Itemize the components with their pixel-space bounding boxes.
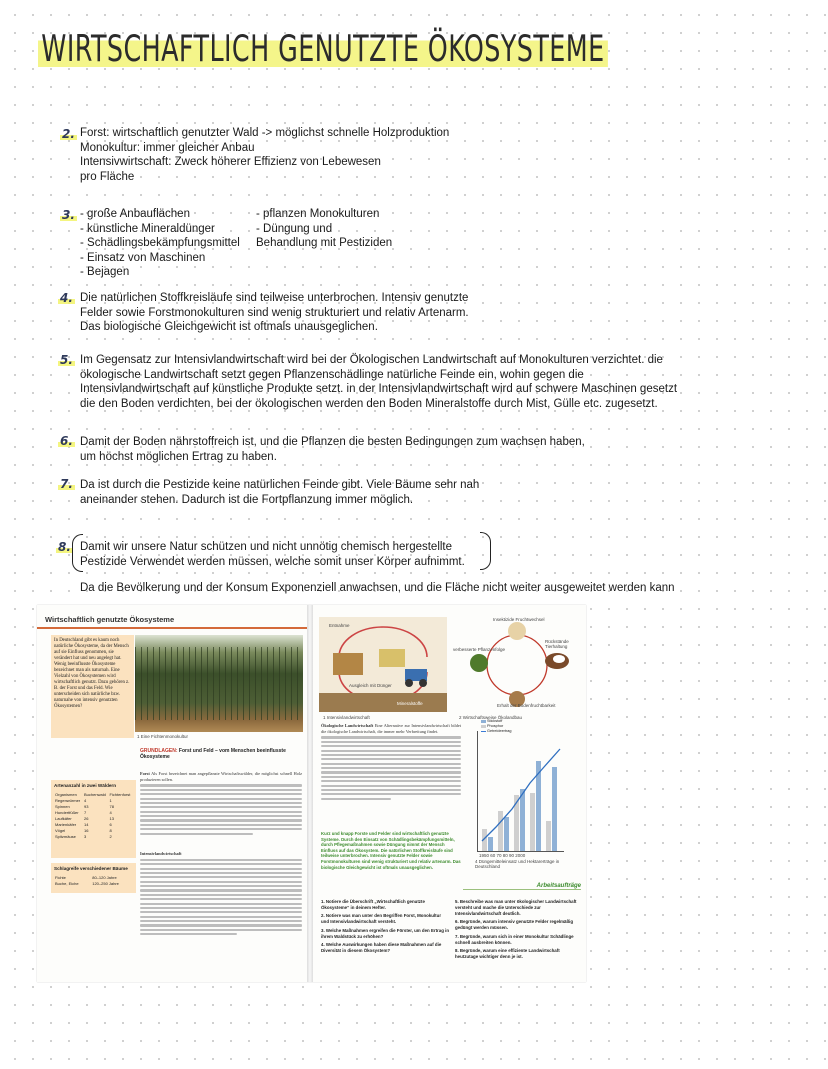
intensiv-text (140, 851, 302, 938)
grundlagen-label: GRUNDLAGEN: (140, 748, 178, 754)
answer-3-column-2 (256, 207, 392, 251)
diagram1-caption: 1 Intensivlandwirtschaft (323, 715, 370, 720)
table-cell: 4 (109, 809, 112, 815)
textbook-right-page (313, 605, 586, 982)
table-cell: 3 (84, 833, 87, 839)
table-header: Fichtenforst (109, 791, 131, 797)
answer-4-line: Felder sowie Forstmonokulturen sind wenig strukturiert und relativ Artenarm. (80, 306, 469, 319)
answer-3-line: - Schädlingsbekämpfungsmittel (80, 237, 240, 249)
legend-label: Getreideertrag (487, 729, 512, 733)
legend-label: Stickstoff (487, 719, 503, 723)
intro-box: In Deutschland gibt es kaum noch natürliche Ökosysteme, da der Mensch auf sie Einfluss genommen, sie verändert hat und neu angelegt hat. Wenig beeinflusste Ökosysteme bezeichnet man als naturnah. Eine Vielzahl von Ökosystemen wird wirtschaftlich genutzt. Dazu gehören z. B. der Forst und das Feld. Wie unterscheiden sich natürliche bzw. naturnahe von intensiv genutzten Ökosystemen? (51, 635, 134, 738)
table-cell: 2 (109, 833, 112, 839)
task-item: 4. Welche Auswirkungen haben diese Maßnahmen auf die Diversität in diesem Ökosystem? (321, 942, 442, 954)
table-row (54, 833, 133, 839)
answer-8-line: Pestizide Verwendet werden müssen, welche somit unser Körper aufnimmt. (80, 555, 465, 568)
forest-caption: 1 Eine Fichtenmonokultur (137, 734, 189, 739)
answer-7 (80, 478, 479, 507)
textbook-left-page (37, 605, 307, 982)
diagram2-left: verbesserte Pflanzenfolge (453, 647, 506, 652)
diagram2-top: Insektizide Fruchtwechsel (493, 617, 545, 622)
harvest-table (54, 874, 133, 886)
table-cell: 120–250 Jahre (92, 880, 119, 886)
diagram2-bottom: Erhalt der Bodenfruchtbarkeit (497, 703, 556, 708)
diagram2-right: Rückstände Tierhaltung (545, 639, 569, 649)
forst-text (140, 771, 302, 837)
intensive-cycle-graphic (319, 617, 447, 712)
answer-3-column-1 (80, 207, 240, 280)
task-item: 3. Welche Maßnahmen ergreifen die Förster, um den Ertrag in ihrem Waldstück zu erhöhen? (321, 927, 450, 939)
organic-farming-diagram (453, 617, 581, 712)
table-cell: Fichte (55, 874, 66, 880)
answer-2-line: Forst: wirtschaftlich genutzter Wald -> möglichst schnelle Holzproduktion (80, 127, 450, 139)
answer-3-line: - künstliche Mineraldünger (80, 222, 215, 235)
tasks-right (455, 899, 583, 963)
oeko-heading: Ökologische Landwirtschaft (321, 723, 374, 728)
diagram1-label: Entnahme (329, 623, 350, 628)
species-table-title: Artenanzahl in zwei Wäldern (54, 783, 117, 788)
table-cell: 16 (84, 827, 89, 833)
task-item: 1. Notiere die Überschrift „Wirtschaftlich genutzte Ökosysteme“ in deinem Hefter. (321, 899, 425, 910)
table-cell: 26 (84, 815, 89, 821)
grundlagen-text: Forst und Feld – vom Menschen beeinflusste Ökosysteme (140, 748, 286, 760)
title-divider (37, 627, 307, 629)
answer-number-5: 5. (60, 353, 73, 367)
answer-4 (80, 291, 469, 335)
table-cell: 7 (84, 809, 87, 815)
species-table-box (51, 780, 136, 858)
harvest-box-title: Schlagreife verschiedener Bäume (54, 866, 128, 871)
species-table (54, 791, 133, 839)
textbook-title: Wirtschaftlich genutzte Ökosysteme (45, 615, 175, 624)
table-cell: 4 (84, 797, 87, 803)
answer-3-line: - große Anbauflächen (80, 208, 190, 220)
chart-caption: 4 Düngemitteleinsatz und Hektarerträge in Deutschland (475, 859, 560, 869)
page-title: WIRTSCHAFTLICH GENUTZTE ÖKOSYSTEME (38, 28, 608, 70)
table-cell: 80–120 Jahre (92, 874, 117, 880)
yield-line (478, 731, 564, 851)
answer-number-6: 6. (60, 434, 73, 448)
answer-number-2: 2. (62, 127, 75, 141)
table-cell: Spinnen (55, 803, 70, 809)
summary-green-text: Kurz und knapp Forste und Felder sind wirtschaftlich genutzte Systeme. Durch den Einsatz von Schädlingsbekämpfungsmitteln, durch Pflegemaßnahmen sowie Düngung nimmt der Mensch Einfluss auf das Ökosystem. Die natürlichen Stoffkreisläufe sind teilweise unterbrochen. Intensiv genutzte Felder sowie Forstmonokulturen sind wenig strukturiert und relativ artenarm. Das biologische Gleichgewicht ist oftmals unausgeglichen. (321, 831, 461, 870)
table-row (54, 880, 133, 886)
answer-2-line: Intensivwirtschaft: Zweck höherer Effizienz von Lebewesen (80, 156, 381, 168)
answer-2 (80, 126, 449, 184)
answer-3-line: Behandlung mit Pestiziden (256, 237, 393, 249)
textbook-image (37, 605, 586, 982)
table-cell: Regenwürmer (55, 797, 81, 803)
table-cell: Hundertfüßer (55, 809, 79, 815)
answer-6-line: Damit der Boden nährstoffreich ist, und die Pflanzen die besten Bedingungen zum wachsen haben, (80, 436, 585, 448)
answer-7-line: Da ist durch die Pestizide keine natürlichen Feinde gibt. Viele Bäume sehr nah (80, 479, 480, 491)
fertilizer-chart (465, 717, 577, 872)
table-cell: Laufkäfer (55, 815, 72, 821)
grundlagen-heading (140, 748, 300, 760)
table-cell: 78 (109, 803, 114, 809)
answer-2-line: pro Fläche (80, 170, 135, 183)
diagram1-text-a: Ausgleich mit Dünger (349, 683, 392, 688)
table-cell: Spitzmäuse (55, 833, 76, 839)
answer-6-line: um höchst möglichen Ertrag zu haben. (80, 450, 277, 463)
task-item: 7. Begründe, warum sich in einer Monokultur Schädlinge schnell ausbreiten können. (455, 933, 574, 945)
answer-5-line: Intensivlandwirtschaft auf künstliche Produkte setzt. in der Intensivlandwirtschaft wird auf schwere Maschinen gesetzt (80, 383, 678, 395)
organic-cycle-graphic (453, 617, 581, 712)
chart-plot-area (477, 731, 564, 852)
answer-4-line: Das biologische Gleichgewicht ist oftmals unausgeglichen. (80, 321, 378, 333)
bracket-right (480, 532, 491, 570)
answer-number-8: 8. (58, 540, 71, 554)
answer-3-line: - Bejagen (80, 266, 130, 278)
answer-3 (80, 207, 500, 282)
intensiv-heading: Intensivlandwirtschaft (140, 851, 182, 856)
answer-5-line: die den Boden verdichten, bei der ökologischen werden den Boden Mineralstoffe durch Mist, Gülle etc. zugesetzt. (80, 397, 658, 410)
diagram2-caption: 2 Wirtschaftsweise Ökolandbau (459, 715, 523, 720)
oeko-text (321, 723, 461, 802)
answer-8-extra (80, 581, 675, 596)
table-header: Organismen (55, 791, 77, 797)
task-item: 8. Begründe, warum eine effiziente Landwirtschaft heutzutage wichtiger denn je ist. (455, 948, 560, 960)
answer-number-3: 3. (62, 208, 75, 222)
forst-heading: Forst (140, 771, 150, 776)
task-item: 6. Begründe, warum intensiv genutzte Felder regelmäßig gedüngt werden müssen. (455, 919, 574, 931)
arbeitsauftraege-heading: Arbeitsaufträge (463, 883, 581, 890)
answer-3-line: - Düngung und (256, 222, 333, 235)
answer-7-line: aneinander stehen. Dadurch ist die Fortpflanzung immer möglich. (80, 493, 414, 506)
tasks-left (321, 899, 449, 957)
answer-5-line: Im Gegensatz zur Intensivlandwirtschaft wird bei der Ökologischen Landwirtschaft auf Monokulturen verzichtet. die (80, 354, 663, 366)
table-header: Buchenwald (84, 791, 106, 797)
answer-number-4: 4. (60, 291, 73, 305)
answer-8-line: Damit wir unsere Natur schützen und nicht unnötig chemisch hergestellte (80, 541, 453, 553)
answer-8-extra-line: Da die Bevölkerung und der Konsum Exponenziell anwachsen, und die Fläche nicht weiter ausgeweitet werden kann (80, 582, 675, 594)
table-cell: Buche, Eiche (55, 880, 79, 886)
forst-intro: Als Forst bezeichnet man angepflanzte Wirtschaftswälder, die möglichst schnell Holz produzieren sollen. (140, 771, 303, 782)
table-cell: Vögel (55, 827, 66, 833)
table-cell: 8 (109, 827, 112, 833)
intensive-farming-diagram (319, 617, 447, 712)
harvest-box (51, 863, 136, 893)
answer-8 (80, 540, 465, 569)
answer-number-7: 7. (60, 477, 73, 491)
answer-2-line: Monokultur: immer gleicher Anbau (80, 141, 255, 154)
table-cell: 1 (109, 797, 112, 803)
oeko-intro: Eine Alternative zur Intensivlandwirtschaft bildet die ökologische Landwirtschaft, die immer mehr Verbreitung findet. (321, 723, 461, 734)
table-cell: 13 (109, 815, 114, 821)
task-item: 2. Notiere was man unter den Begriffen Forst, Monokultur und Intensivlandwirtschaft versteht. (321, 913, 442, 925)
answer-5 (80, 353, 677, 411)
page-title-wrap (38, 28, 733, 71)
answer-5-line: ökologische Landwirtschaft setzt gegen Pflanzenschädlinge natürliche Feinde ein, wohin gegen die (80, 368, 584, 381)
task-item: 5. Beschreibe was man unter ökologischer Landwirtschaft versteht und mache die Unterschiede zur Intensivlandwirtschaft deutlich. (455, 899, 577, 916)
legend-label: Phosphor (487, 724, 504, 728)
forest-photo (135, 635, 303, 732)
table-header-row (54, 791, 133, 797)
diagram1-text-b: Mineralstoffe (397, 701, 423, 706)
table-cell: 6 (109, 821, 112, 827)
answer-4-line: Die natürlichen Stoffkreisläufe sind teilweise unterbrochen. Intensiv genutzte (80, 292, 469, 304)
table-cell: 93 (84, 803, 89, 809)
answer-6 (80, 435, 585, 464)
chart-xlabels: 1950 60 70 80 90 2000 (479, 853, 526, 858)
table-cell: 14 (84, 821, 89, 827)
table-cell: Marienkäfer (55, 821, 77, 827)
answer-3-line: - pflanzen Monokulturen (256, 208, 380, 220)
answer-3-line: - Einsatz von Maschinen (80, 251, 206, 264)
